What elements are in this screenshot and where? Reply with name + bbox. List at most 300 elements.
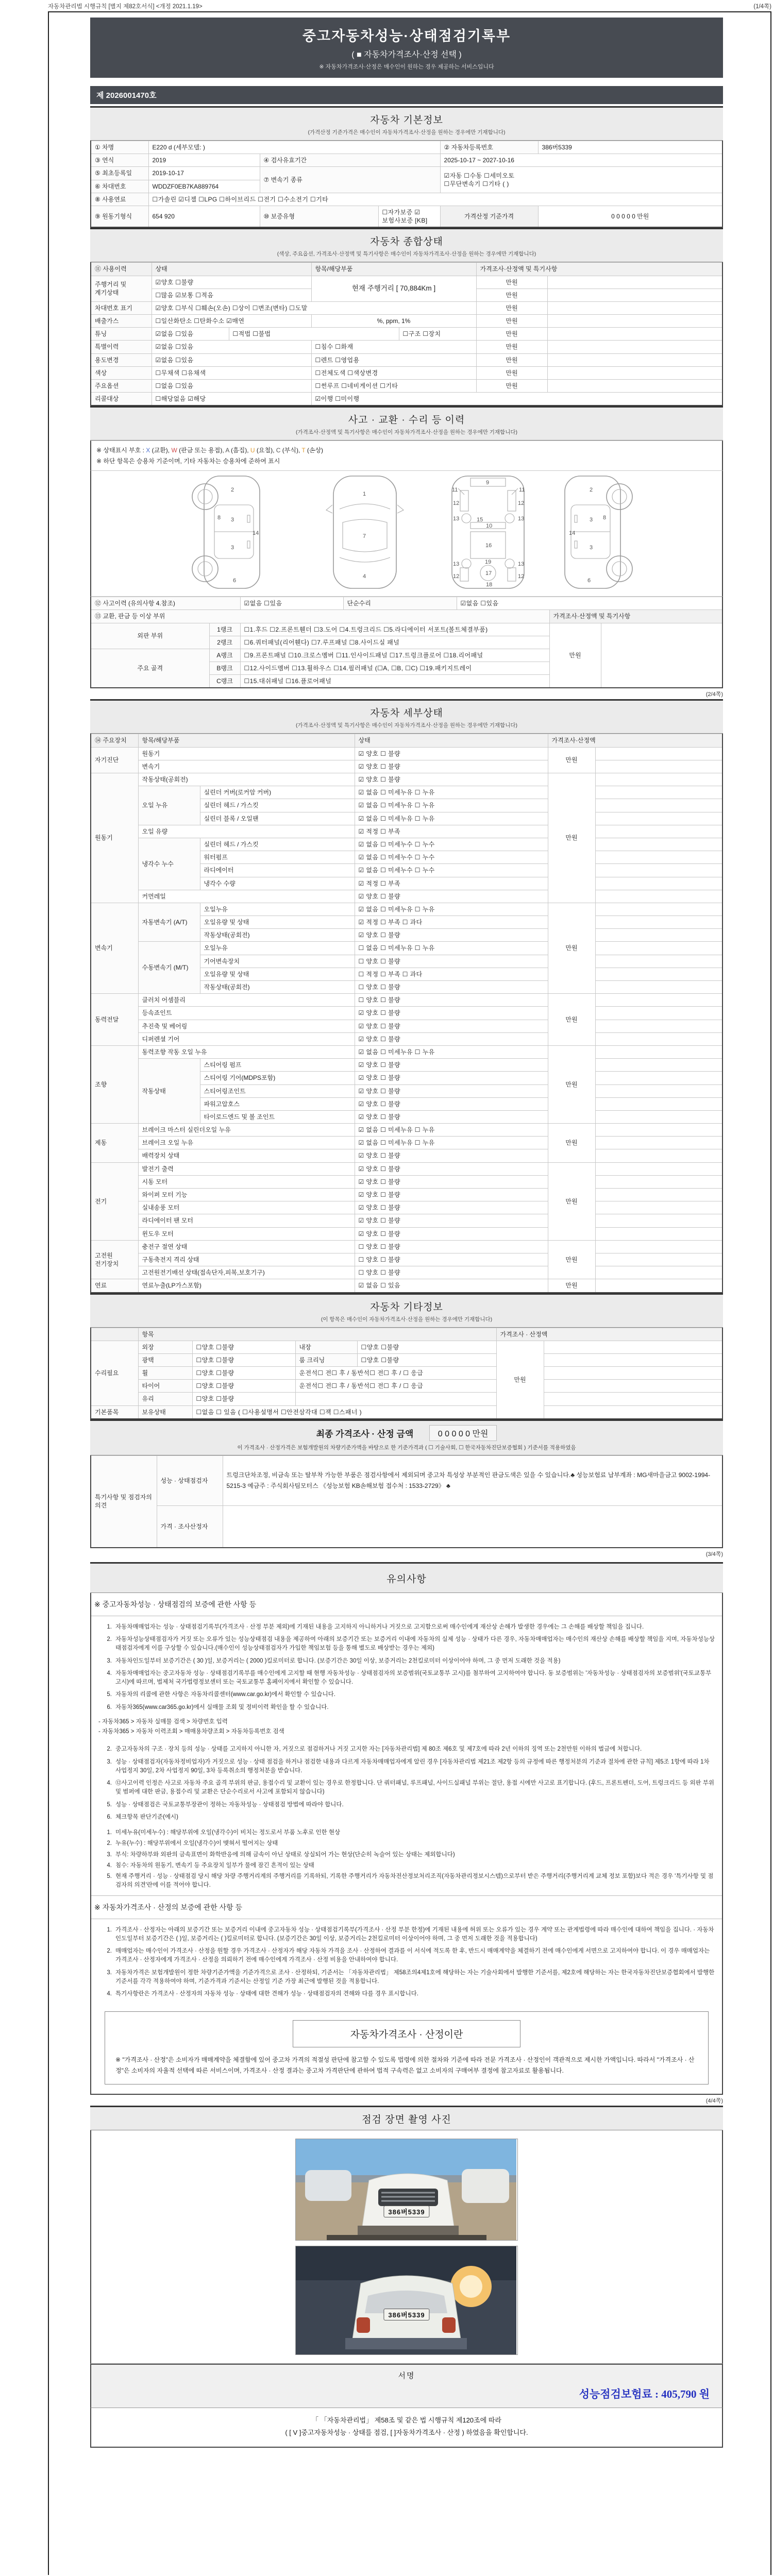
remark-cell	[595, 786, 722, 799]
notice-sectionA-title: ※ 중고자동차성능 · 상태점검의 보증에 관한 사항 등	[91, 1593, 722, 1616]
remark-cell	[595, 1032, 722, 1045]
item-cell: 작동상태(공회전)	[200, 929, 355, 942]
price-cell: 만원	[476, 328, 547, 341]
price-cell: 만원	[548, 1162, 595, 1240]
remark-cell	[595, 1020, 722, 1032]
subgroup-coolant: 냉각수 누수	[138, 838, 200, 890]
group-hv: 고전원 전기장치	[91, 1240, 138, 1279]
simple-repair-state: ☑없음 ☐있음	[457, 597, 722, 610]
svg-text:2: 2	[231, 487, 234, 494]
table-row	[91, 366, 722, 379]
remark-cell	[595, 838, 722, 851]
table-row	[91, 1455, 722, 1505]
frame-label: 주요 골격	[91, 649, 209, 688]
group-electric: 전기	[91, 1162, 138, 1240]
subgroup-oil-leak: 오일 누유	[138, 786, 200, 825]
remark-cell	[595, 1279, 722, 1293]
remark-cell	[547, 301, 722, 314]
usage-state: ☑없음 ☐있음	[152, 353, 311, 366]
emission-values: %, ppm, 1%	[311, 315, 476, 328]
table-row	[91, 167, 722, 180]
insurance-fee: 성능점검보험료 : 405,790 원	[579, 2388, 710, 2401]
state-cell: ☐ 양호 ☐ 불량	[355, 981, 548, 994]
notice-item: 6. 자동차365(www.car365.go.kr)에서 실매물 조회 및 정비이력 확인을 할 수 있습니다.	[107, 1704, 329, 1710]
remark-cell	[595, 1007, 722, 1020]
legend-code-w: W	[171, 447, 177, 454]
special-item: ☐침수 ☐화재	[311, 341, 476, 353]
car-damage-diagram	[90, 471, 723, 597]
table-row	[91, 193, 722, 206]
final-price-band	[90, 1419, 723, 1455]
svg-text:12: 12	[518, 573, 525, 580]
table-row	[91, 1505, 722, 1548]
appraisal-box-title: 자동차가격조사 · 산정이란	[293, 2020, 520, 2047]
basic-items-sublabel: 보유상태	[138, 1405, 192, 1419]
etc-corner	[91, 1328, 138, 1341]
item-cell: 오일 유량	[138, 825, 355, 838]
item-cell: 작동상태(공회전)	[138, 773, 355, 786]
state-cell: ☑ 없음 ☐ 미세누유 ☐ 누유	[355, 1045, 548, 1058]
detail-note: (가격조사·산정액 및 특기사항은 매수인이 자동차가격조사·산정을 원하는 경우에만 기재합니다)	[296, 722, 517, 729]
basic-info-title: 자동차 기본정보	[370, 115, 443, 126]
remark-cell	[595, 1124, 722, 1137]
item-cell: 디퍼렌셜 기어	[138, 1032, 355, 1045]
price-cell: 만원	[476, 353, 547, 366]
base-price-value: 0 0 0 0 0 만원	[538, 206, 722, 227]
opinion-label: 특기사항 및 점검자의 의견	[91, 1455, 157, 1548]
item-cell: 실린더 헤드 / 가스킷	[200, 838, 355, 851]
item-cell: 실린더 헤드 / 가스킷	[200, 799, 355, 812]
svg-text:6: 6	[587, 578, 591, 584]
table-row	[91, 353, 722, 366]
trans-label: ⑦ 변속기 종류	[260, 167, 440, 193]
remark-cell	[595, 955, 722, 968]
remark-cell	[547, 289, 722, 301]
price-cell: 만원	[548, 903, 595, 993]
car-side-right-diagram	[565, 476, 632, 588]
item-cell: 라디에이터	[200, 864, 355, 877]
remark-cell	[544, 1393, 722, 1405]
color-item: ☐전체도색 ☐색상변경	[311, 366, 476, 379]
svg-text:11: 11	[452, 487, 458, 494]
state-cell: ☑ 양호 ☐ 불량	[355, 1032, 548, 1045]
state-cell: ☑ 양호 ☐ 불량	[355, 1201, 548, 1214]
col-item: 항목/해당부품	[311, 263, 476, 276]
license-plate: 386버5339	[383, 2309, 429, 2320]
remark-cell	[595, 799, 722, 812]
reg-no-label: ② 자동차등록번호	[440, 141, 538, 154]
accident-history-label: ⑫ 사고이력 (유의사항 4.참조)	[91, 597, 240, 610]
recall-item: ☑이행 ☐미이행	[311, 393, 722, 406]
car-underbody-diagram	[452, 476, 525, 588]
notice-listB	[91, 1919, 722, 2005]
mileage-label: 주행거리 및 계기상태	[91, 276, 152, 301]
table-row	[91, 301, 722, 314]
state-cell: ☐양호 ☐불량	[192, 1367, 295, 1380]
svg-text:4: 4	[363, 573, 366, 580]
rankC-label: C랭크	[209, 675, 240, 688]
subgroup-at: 자동변속기 (A/T)	[138, 903, 200, 942]
emission-state: ☐일산화탄소 ☐탄화수소 ☑매연	[152, 315, 311, 328]
notice-subitem: 4. 침수: 자동차의 원동기, 변속기 등 주요장치 일부가 물에 잠긴 흔적이 있는 상태	[107, 1862, 314, 1869]
state-cell: ☐ 적정 ☐ 부족 ☐ 과다	[355, 968, 548, 980]
state-cell: ☑ 양호 ☐ 불량	[355, 929, 548, 942]
state-cell: ☑ 양호 ☐ 불량	[355, 1084, 548, 1097]
notice-listA2	[91, 1737, 722, 1826]
valid-label: ④ 검사유효기간	[260, 154, 440, 167]
remark-cell	[547, 366, 722, 379]
rank1-items: ☐1.후드 ☐2.프론트휀더 ☐3.도어 ☐4.트렁크리드 ☐5.라디에이터 서포트(볼트체결부품)	[240, 623, 549, 636]
state-cell: ☑ 없음 ☐ 미세누수 ☐ 누수	[355, 864, 548, 877]
rank2-items: ☐6.쿼터패널(리어휀다) ☐7.루프패널 ☐8.사이드실 패널	[240, 636, 549, 649]
group-transmission: 변속기	[91, 903, 138, 993]
legend-desc: (요철),	[255, 447, 276, 454]
col-price: 가격조사·산정액	[548, 734, 722, 747]
state-cell: ☑ 양호 ☐ 불량	[355, 890, 548, 903]
state-cell: ☐양호 ☐불량	[357, 1341, 496, 1353]
recall-state: ☐해당없음 ☑해당	[152, 393, 311, 406]
item-cell: 타이로드엔드 및 볼 조인트	[200, 1110, 355, 1123]
svg-text:3: 3	[231, 545, 234, 551]
item-cell: 브레이크 오일 누유	[138, 1137, 355, 1149]
etc-note: (이 항목은 매수인이 자동차가격조사·산정을 원하는 경우에만 기재합니다)	[321, 1316, 493, 1323]
item-cell: 충전구 절연 상태	[138, 1240, 355, 1253]
recall-label: 리콜대상	[91, 393, 152, 406]
legend-desc: (판금 또는 용접),	[177, 447, 226, 454]
item-cell: 배력장치 상태	[138, 1149, 355, 1162]
table-row	[91, 341, 722, 353]
item-cell: 와이퍼 모터 기능	[138, 1189, 355, 1201]
detail-table	[90, 734, 723, 1293]
remark-cell	[547, 328, 722, 341]
item-cell: 냉각수 수량	[200, 877, 355, 890]
table-row	[91, 328, 722, 341]
table-row	[91, 623, 722, 636]
state-cell: ☐ 양호 ☐ 불량	[355, 1253, 548, 1266]
item-cell: 스티어링 기어(MDPS포함)	[200, 1072, 355, 1084]
vinmark-state: ☑양호 ☐부식 ☐훼손(오손) ☐상이 ☐변조(변타) ☐도말	[152, 301, 476, 314]
svg-text:14: 14	[569, 530, 576, 537]
item-cell: 오일누유	[200, 942, 355, 955]
item-label: 광택	[138, 1353, 192, 1366]
svg-text:3: 3	[590, 517, 593, 523]
state-cell: ☑ 양호 ☐ 불량	[355, 1097, 548, 1110]
price-cell: 만원	[476, 341, 547, 353]
group-engine: 원동기	[91, 773, 138, 903]
remark-cell	[595, 1149, 722, 1162]
item-cell: 연료누출(LP가스포함)	[138, 1279, 355, 1293]
accident-note: (가격조사·산정액 및 특기사항은 매수인이 자동차가격조사·산정을 원하는 경우에만 기재합니다)	[296, 429, 517, 436]
outer-panel-label: 외판 부위	[91, 623, 209, 649]
col-item: 항목/해당부품	[138, 734, 355, 747]
price-cell: 만원	[549, 623, 601, 688]
report-sheet	[48, 11, 771, 2575]
price-cell: 만원	[548, 1279, 595, 1293]
state-cell: ☑ 양호 ☐ 불량	[355, 773, 548, 786]
accident-table	[90, 597, 723, 688]
notice-item: 1. 자동차매매업자는 성능 · 상태점검기록부(가격조사 · 산정 부분 제외)에 기재된 내용을 고지하지 아니하거나 거짓으로 고지함으로써 매수인에게 재산상 손해가 발생한 경우에는 그 손해를 배상할 책임을 집니다.	[107, 1623, 644, 1630]
notice-item: 3. 자동차가격은 보험개발원이 정한 차량기준가액을 기준가격으로 조사 · 산정하되, 기준서는 「자동차관리법」 제58조의4제1호에 해당하는 자는 기술사회에서 발행한 기준서를, 제2호에 해당하는 자는 한국자동차진단보증협회에서 발행한 기준서를 각각 적용하여야 하며, 기준가격과 기준서는 산정일 기준 가장 최근에 발행된 것을 적용합니다.	[107, 1969, 715, 1985]
item-label: 타이어	[138, 1380, 192, 1393]
state-cell: ☑ 적정 ☐ 부족	[355, 825, 548, 838]
final-price-label: 최종 가격조사 · 산정 금액	[316, 1429, 414, 1439]
legend-desc: (손상)	[305, 447, 324, 454]
notice-item: 3. 자동차인도일부터 보증기간은 ( 30 )일, 보증거리는 ( 2000 )킬로미터로 합니다. (보증기간은 30일 이상, 보증거리는 2천킬로미터 이상이어야 하며, 그 중 먼저 도래한 것을 적용)	[107, 1657, 561, 1664]
rankB-label: B랭크	[209, 662, 240, 675]
remark-cell	[595, 773, 722, 786]
table-row	[91, 734, 722, 747]
signature-title: 서명	[398, 2371, 415, 2381]
svg-text:12: 12	[453, 573, 460, 580]
item-cell: 스티어링 펌프	[200, 1059, 355, 1072]
fuel-options: ☐가솔린 ☑디젤 ☐LPG ☐하이브리드 ☐전기 ☐수소전기 ☐기타	[148, 193, 722, 206]
car-name-value: E220 d (세부모델: )	[148, 141, 440, 154]
remark-cell	[547, 380, 722, 393]
etc-title: 자동차 기타정보	[370, 1301, 443, 1313]
photos-title: 점검 장면 촬영 사진	[362, 2114, 451, 2126]
group-powertrain: 동력전달	[91, 994, 138, 1046]
state-wide-cell: 운전석☐ 전☐ 후 / 동반석☐ 전☐ 후 / ☐ 응급	[295, 1367, 496, 1380]
state-cell: ☑ 적정 ☐ 부족 ☐ 과다	[355, 916, 548, 929]
confirmation-footer	[90, 2408, 723, 2448]
state-cell: ☑ 양호 ☐ 불량	[355, 1214, 548, 1227]
col-use-history: ⑪ 사용이력	[91, 263, 152, 276]
color-state: ☐무채색 ☐유채색	[152, 366, 311, 379]
price-cell: 만원	[548, 773, 595, 903]
item-label: 내장	[295, 1341, 357, 1353]
group-basic-items: 기본품목	[91, 1405, 138, 1419]
remark-cell	[595, 1266, 722, 1279]
svg-text:12: 12	[518, 500, 525, 507]
item-cell: 발전기 출력	[138, 1162, 355, 1175]
report-title-note: ※ 자동차가격조사·산정은 매수인이 원하는 경우 제공하는 서비스입니다	[319, 64, 494, 70]
warranty-label: ⑩ 보증유형	[260, 206, 378, 227]
table-row	[91, 393, 722, 406]
trans-options-line1: ☑자동 ☐수동 ☐세미오토	[444, 172, 515, 179]
etc-table	[90, 1328, 723, 1419]
svg-text:18: 18	[486, 582, 493, 588]
price-cell: 만원	[548, 1240, 595, 1279]
state-cell: ☑ 양호 ☐ 불량	[355, 1072, 548, 1084]
item-cell: 원동기	[138, 747, 355, 760]
inspection-photo-front	[295, 2139, 518, 2241]
item-cell: 등속죠인트	[138, 1007, 355, 1020]
law-ref: 자동차관리법 시행규칙 [별지 제82호서식] <개정 2021.1.19>	[48, 4, 203, 10]
rankC-items: ☐15.대쉬패널 ☐16.플로어패널	[240, 675, 549, 688]
page-indicator-4: (4/4쪽)	[705, 2098, 723, 2105]
item-cell: 오일유량 및 상태	[200, 968, 355, 980]
svg-text:16: 16	[485, 543, 492, 549]
notice-item: 2. 매매업자는 매수인이 가격조사 · 산정을 원할 경우 가격조사 · 산정자가 해당 자동차 가격을 조사 · 산정하여 결과를 이 서식에 적도록 한 후, 반드시 매매계약을 체결하기 전에 매수인에게 서면으로 고지하여야 합니다. 이 경우 매매업자는 가격조사 · 산정자에게 가격조사 · 산정을 의뢰하기 전에 매수인에게 가격조사 · 산정 비용을 안내하여야 합니다.	[107, 1948, 710, 1963]
option-item: ☐썬루프 ☐네비게이션 ☐기타	[311, 380, 476, 393]
remark-cell	[547, 276, 722, 289]
remark-cell	[595, 851, 722, 864]
remark-cell	[595, 812, 722, 825]
basic-info-header	[90, 106, 723, 141]
state-cell: ☑ 없음 ☐ 있음	[355, 1279, 548, 1293]
svg-text:19: 19	[485, 559, 492, 566]
col-device: ⑭ 주요장치	[91, 734, 138, 747]
table-row	[91, 263, 722, 276]
notice-listA1	[91, 1616, 722, 1717]
accident-title: 사고 · 교환 · 수리 등 이력	[348, 415, 465, 426]
svg-text:13: 13	[453, 561, 460, 568]
report-title: 중고자동차성능·상태점검기록부	[302, 28, 511, 44]
vin-value: WDDZF0EB7KA889764	[148, 180, 260, 193]
state-wide-cell	[295, 1393, 496, 1405]
item-cell: 구동축전지 격리 상태	[138, 1253, 355, 1266]
first-reg-label: ⑤ 최초등록일	[91, 167, 148, 180]
item-cell: 워터펌프	[200, 851, 355, 864]
state-cell: ☐ 없음 ☐ 미세누유 ☐ 누유	[355, 942, 548, 955]
inspector-opinion: 트렁크단차조정, 비금속 또는 탈부착 가능한 부품은 점검사항에서 제외되며 중고차 특성상 부분적인 판금도색은 있을 수 있습니다.♣ 성능보험료 납부계좌 : MG새마을금고 9002-1994-5215-3 예금주 : 주식회사팀모터스 《성능보험 KB손해보험 접수처 : 1533-2729》 ♣	[223, 1455, 722, 1505]
item-label: 외장	[138, 1341, 192, 1353]
item-cell: 윈도우 모터	[138, 1227, 355, 1240]
appraiser-label: 가격 · 조사산정자	[157, 1505, 223, 1548]
special-state: ☑없음 ☐있음	[152, 341, 311, 353]
remark-cell	[595, 760, 722, 773]
notice-subitem: 5. 현재 주행거리 · 성능 · 상태점검 당시 해당 차량 주행거리계의 주행거리를 기록하되, 기록한 주행거리가 자동차전산정보처리조직(자동차관리정보시스템)으로부터 받은 주행거리(주행거리계 교체 정보 포함)보다 적은 경우 '특기사항 및 점검자의 의견'란에 이를 적어야 합니다.	[107, 1873, 714, 1889]
notice-item: 6. 체크항목 판단기준(예시)	[107, 1814, 178, 1820]
legend-code-t: T	[301, 447, 306, 454]
tuning-label: 튜닝	[91, 328, 152, 341]
inspector-label: 성능 · 상태점검자	[157, 1455, 223, 1505]
legend-code-x: X	[146, 447, 150, 454]
price-cell: 만원	[476, 289, 547, 301]
base-price-label: 가격산정 기준가격	[440, 206, 538, 227]
photo-rear-illustration	[296, 2246, 516, 2354]
state-wide-cell: 운전석☐ 전☐ 후 / 동반석☐ 전☐ 후 / ☐ 응급	[295, 1380, 496, 1393]
svg-text:11: 11	[519, 487, 525, 494]
status-legend	[90, 440, 723, 471]
final-price-value: 0 0 0 0 0 만원	[429, 1425, 497, 1441]
exchange-price-col: 가격조사·산정액 및 특기사항	[549, 610, 722, 623]
state-cell: ☑ 양호 ☐ 불량	[355, 1020, 548, 1032]
detail-title: 자동차 세부상태	[370, 708, 443, 719]
group-repair-needed: 수리필요	[91, 1341, 138, 1405]
legend-code-a: A	[225, 447, 229, 454]
subgroup-steering-op: 작동상태	[138, 1059, 200, 1124]
notice-title: 유의사항	[386, 1573, 427, 1585]
notice-item: 2. 자동차성능상태점검자가 거짓 또는 오류가 있는 성능상태점검 내용을 제공하여 아래의 보증기간 또는 보증거리 이내에 자동차의 실제 성능 · 상태가 다른 경우, 자동차매매업자는 매수인의 재산상 손해를 배상할 책임을 지며, 자동차성능상태점검자에게 이를 구상할 수 있습니다.(매수인이 성능상태점검자가 가입한 책임보험 등을 통해 별도로 배상받는 경우는 제외)	[107, 1636, 715, 1652]
notice-item: 5. 자동차의 리콜에 관한 사항은 자동차리콜센터(www.car.go.kr)에서 확인할 수 있습니다.	[107, 1691, 335, 1698]
remark-cell	[601, 623, 722, 688]
remark-cell	[595, 1084, 722, 1097]
svg-text:8: 8	[217, 515, 221, 521]
year-value: 2019	[148, 154, 260, 167]
basic-info-table	[90, 141, 723, 228]
rankA-label: A랭크	[209, 649, 240, 662]
state-cell: ☑ 없음 ☐ 미세누유 ☐ 누유	[355, 799, 548, 812]
notice-listA3	[91, 1828, 722, 1895]
appraisal-box-text: ※ "가격조사 · 산정"은 소비자가 매매계약을 체결함에 있어 중고차 가격의 적절성 판단에 참고할 수 있도록 법령에 의한 절차와 기준에 따라 전문 가격조사 · 산정인이 객관적으로 제시한 가액입니다. 따라서 "가격조사 · 산정"은 소비자의 자율적 선택에 따른 서비스이며, 가격조사 · 산정 결과는 중고차 가격판단에 관하여 법적 구속력은 없고 소비자의 구매여부 결정에 참고자료로 활용됩니다.	[115, 2056, 695, 2074]
table-row	[91, 154, 722, 167]
table-row	[91, 380, 722, 393]
notice-subitem: 1. 미세누유(미세누수) : 해당부위에 오일(냉각수)이 비치는 정도로서 부품 노후로 인한 현상	[107, 1829, 341, 1836]
svg-text:7: 7	[363, 533, 366, 540]
item-cell: 커먼레일	[138, 890, 355, 903]
item-cell: 변속기	[138, 760, 355, 773]
mileage-state2: ☐많음 ☑보통 ☐적음	[152, 289, 311, 301]
state-cell: ☑ 양호 ☐ 불량	[355, 1175, 548, 1188]
state-cell: ☑ 없음 ☐ 미세누유 ☐ 누유	[355, 1124, 548, 1137]
item-cell: 파워고압호스	[200, 1097, 355, 1110]
item-label: 휠	[138, 1367, 192, 1380]
license-plate: 386버5339	[383, 2206, 429, 2217]
special-label: 특별이력	[91, 341, 152, 353]
col-state: 상태	[152, 263, 311, 276]
notice-bulletsA	[91, 1718, 722, 1737]
inspection-photo-rear	[295, 2246, 518, 2355]
item-cell: 실린더 커버(로커암 커버)	[200, 786, 355, 799]
item-label: 유리	[138, 1393, 192, 1405]
opinion-table	[90, 1455, 723, 1548]
svg-text:6: 6	[233, 578, 237, 584]
overall-header	[90, 228, 723, 262]
report-title-block	[90, 18, 723, 78]
color-label: 색상	[91, 366, 152, 379]
state-cell: ☑ 없음 ☐ 미세누유 ☐ 누유	[355, 786, 548, 799]
notice-item: 5. 성능 · 상태점검은 국토교통부장관이 정하는 자동차성능 · 상태점검 방법에 따라야 합니다.	[107, 1801, 344, 1808]
svg-text:13: 13	[518, 516, 525, 522]
state-cell: ☑ 양호 ☐ 불량	[355, 1110, 548, 1123]
photos-header	[90, 2106, 723, 2130]
etc-header	[90, 1293, 723, 1328]
table-row	[91, 276, 722, 289]
remark-cell	[547, 315, 722, 328]
item-cell: 브레이크 마스터 실린더오일 누유	[138, 1124, 355, 1137]
notice-item: 1. 가격조사 · 산정자는 아래의 보증기간 또는 보증거리 이내에 중고자동차 성능 · 상태점검기록부(가격조사 · 산정 부분 한정)에 기재된 내용에 허위 또는 오류가 있는 경우 계약 또는 관계법령에 따라 매수인에 대하여 책임을 집니다. · 자동차인도일부터 보증기간은 ( )일, 보증거리는 ( )킬로미터로 합니다. (보증기간은 30일 이상, 보증거리는 2천킬로미터 이상이어야 하며, 그 중 먼저 도래한 것을 적용합니다)	[107, 1926, 714, 1942]
rankA-items: ☐9.프론트패널 ☐10.크로스멤버 ☐11.인사이드패널 ☐17.트렁크플로어 ☐18.리어패널	[240, 649, 549, 662]
remark-cell	[595, 981, 722, 994]
usage-label: 용도변경	[91, 353, 152, 366]
svg-text:1: 1	[363, 491, 366, 498]
notice-header	[90, 1562, 723, 1593]
svg-text:2: 2	[590, 487, 593, 494]
table-row	[91, 1328, 722, 1341]
remark-cell	[595, 994, 722, 1007]
detail-header	[90, 699, 723, 734]
engine-type-value: 654 920	[148, 206, 260, 227]
state-cell: ☑ 양호 ☐ 불량	[355, 760, 548, 773]
item-cell: 라디에이터 팬 모터	[138, 1214, 355, 1227]
state-cell: ☐ 양호 ☐ 불량	[355, 955, 548, 968]
table-row	[91, 315, 722, 328]
notice-box	[90, 1593, 723, 2095]
state-cell: ☑ 없음 ☐ 미세누유 ☐ 누유	[355, 903, 548, 916]
vinmark-label: 차대번호 표기	[91, 301, 152, 314]
price-cell: 만원	[476, 380, 547, 393]
accident-header	[90, 406, 723, 440]
rank1-label: 1랭크	[209, 623, 240, 636]
price-cell: 만원	[476, 366, 547, 379]
remark-cell	[595, 968, 722, 980]
state-cell: ☑ 양호 ☐ 불량	[355, 1189, 548, 1201]
item-cell: 클러치 어셈블리	[138, 994, 355, 1007]
legend-code-u: U	[250, 447, 255, 454]
state-cell: ☐ 양호 ☐ 불량	[355, 994, 548, 1007]
remark-cell	[595, 877, 722, 890]
price-cell: 만원	[548, 1045, 595, 1123]
remark-cell	[544, 1367, 722, 1380]
table-row	[91, 141, 722, 154]
page-indicator-2: (2/4쪽)	[705, 691, 723, 698]
final-price-note: 이 가격조사 · 산정가격은 보험개발원의 차량기준가액을 바탕으로 한 기준가격과 ( ☐ 기술사회, ☐ 한국자동차진단보증협회 ) 기준서를 적용하였음	[237, 1444, 576, 1451]
table-row	[91, 610, 722, 623]
item-cell: 실린더 블록 / 오일팬	[200, 812, 355, 825]
state-cell: ☑ 양호 ☐ 불량	[355, 1227, 548, 1240]
state-cell: ☐양호 ☐불량	[192, 1341, 295, 1353]
